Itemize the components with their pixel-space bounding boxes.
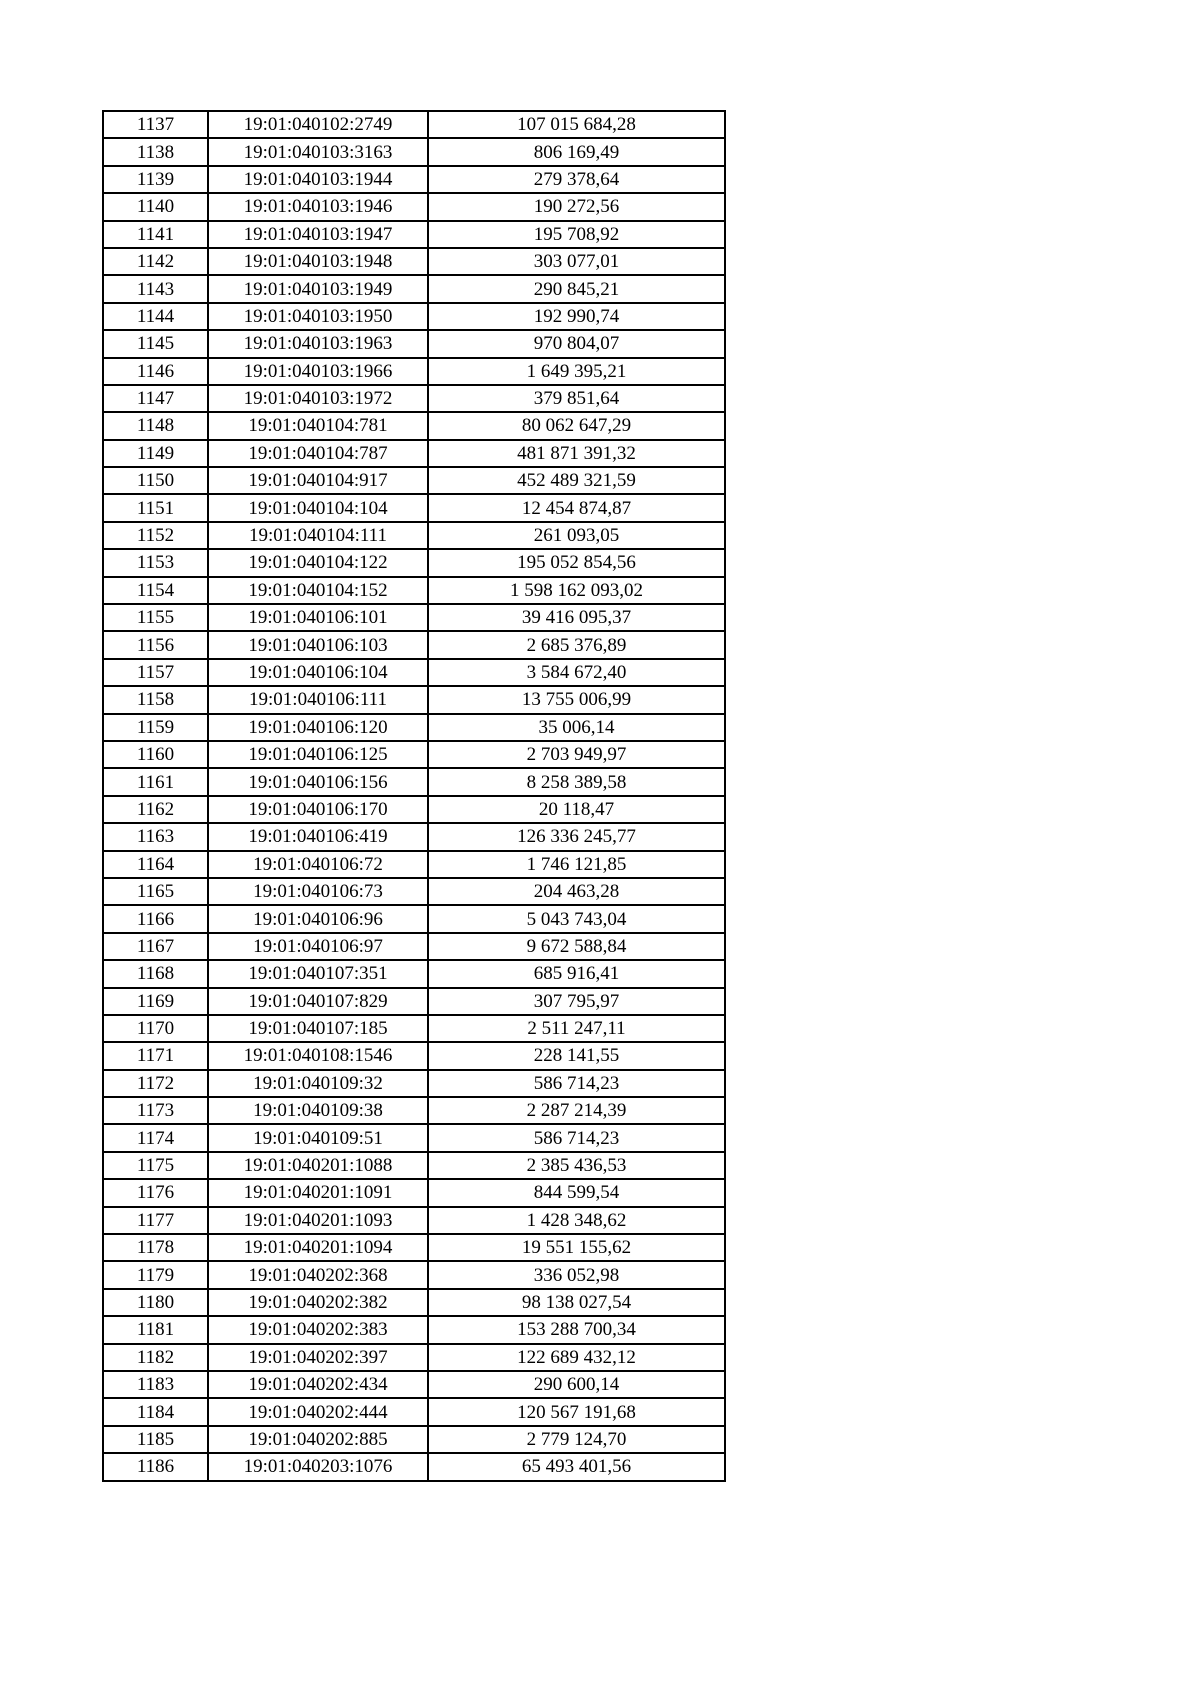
cadastral-number-cell: 19:01:040103:3163 (208, 138, 428, 165)
value-cell: 19 551 155,62 (428, 1234, 725, 1261)
value-cell: 685 916,41 (428, 960, 725, 987)
table-row (103, 549, 725, 576)
cadastral-number-cell: 19:01:040106:96 (208, 905, 428, 932)
cadastral-number-cell: 19:01:040104:787 (208, 440, 428, 467)
value-cell: 80 062 647,29 (428, 412, 725, 439)
table-row (103, 604, 725, 631)
value-cell: 336 052,98 (428, 1261, 725, 1288)
value-cell: 2 779 124,70 (428, 1426, 725, 1453)
row-number-cell: 1178 (103, 1234, 208, 1261)
cadastral-number-cell: 19:01:040106:73 (208, 878, 428, 905)
value-cell: 2 511 247,11 (428, 1015, 725, 1042)
table-row (103, 851, 725, 878)
cadastral-number-cell: 19:01:040201:1091 (208, 1179, 428, 1206)
value-cell: 481 871 391,32 (428, 440, 725, 467)
value-cell: 1 428 348,62 (428, 1207, 725, 1234)
value-cell: 1 746 121,85 (428, 851, 725, 878)
table-row (103, 1371, 725, 1398)
row-number-cell: 1148 (103, 412, 208, 439)
table-row (103, 111, 725, 138)
value-cell: 586 714,23 (428, 1124, 725, 1151)
cadastral-number-cell: 19:01:040202:444 (208, 1398, 428, 1425)
cadastral-number-cell: 19:01:040107:351 (208, 960, 428, 987)
table-row (103, 878, 725, 905)
row-number-cell: 1157 (103, 659, 208, 686)
table-row (103, 166, 725, 193)
row-number-cell: 1151 (103, 494, 208, 521)
value-cell: 586 714,23 (428, 1070, 725, 1097)
table-row (103, 440, 725, 467)
row-number-cell: 1158 (103, 686, 208, 713)
row-number-cell: 1142 (103, 248, 208, 275)
table-row (103, 385, 725, 412)
table-row (103, 714, 725, 741)
cadastral-number-cell: 19:01:040103:1966 (208, 358, 428, 385)
table-row (103, 933, 725, 960)
value-cell: 13 755 006,99 (428, 686, 725, 713)
cadastral-number-cell: 19:01:040103:1972 (208, 385, 428, 412)
value-cell: 190 272,56 (428, 193, 725, 220)
table-row (103, 768, 725, 795)
cadastral-number-cell: 19:01:040103:1949 (208, 275, 428, 302)
value-cell: 970 804,07 (428, 330, 725, 357)
value-cell: 120 567 191,68 (428, 1398, 725, 1425)
table-row (103, 1015, 725, 1042)
table-row (103, 1398, 725, 1425)
row-number-cell: 1184 (103, 1398, 208, 1425)
row-number-cell: 1159 (103, 714, 208, 741)
cadastral-number-cell: 19:01:040104:122 (208, 549, 428, 576)
cadastral-number-cell: 19:01:040201:1088 (208, 1152, 428, 1179)
value-cell: 279 378,64 (428, 166, 725, 193)
row-number-cell: 1181 (103, 1316, 208, 1343)
table-row (103, 960, 725, 987)
row-number-cell: 1173 (103, 1097, 208, 1124)
row-number-cell: 1167 (103, 933, 208, 960)
table-row (103, 1316, 725, 1343)
value-cell: 2 287 214,39 (428, 1097, 725, 1124)
row-number-cell: 1160 (103, 741, 208, 768)
row-number-cell: 1153 (103, 549, 208, 576)
table-row (103, 741, 725, 768)
value-cell: 1 598 162 093,02 (428, 577, 725, 604)
row-number-cell: 1166 (103, 905, 208, 932)
row-number-cell: 1163 (103, 823, 208, 850)
cadastral-number-cell: 19:01:040202:382 (208, 1289, 428, 1316)
table-row (103, 905, 725, 932)
cadastral-number-cell: 19:01:040201:1094 (208, 1234, 428, 1261)
cadastral-number-cell: 19:01:040103:1963 (208, 330, 428, 357)
table-row (103, 1289, 725, 1316)
value-cell: 2 685 376,89 (428, 631, 725, 658)
row-number-cell: 1168 (103, 960, 208, 987)
row-number-cell: 1144 (103, 303, 208, 330)
cadastral-number-cell: 19:01:040104:917 (208, 467, 428, 494)
row-number-cell: 1174 (103, 1124, 208, 1151)
row-number-cell: 1137 (103, 111, 208, 138)
table-row (103, 412, 725, 439)
table-row (103, 248, 725, 275)
table-body (103, 111, 725, 1481)
value-cell: 806 169,49 (428, 138, 725, 165)
cadastral-number-cell: 19:01:040106:101 (208, 604, 428, 631)
row-number-cell: 1143 (103, 275, 208, 302)
row-number-cell: 1183 (103, 1371, 208, 1398)
cadastral-number-cell: 19:01:040103:1950 (208, 303, 428, 330)
cadastral-number-cell: 19:01:040103:1944 (208, 166, 428, 193)
row-number-cell: 1180 (103, 1289, 208, 1316)
row-number-cell: 1175 (103, 1152, 208, 1179)
table-row (103, 577, 725, 604)
table-row (103, 686, 725, 713)
cadastral-number-cell: 19:01:040106:120 (208, 714, 428, 741)
row-number-cell: 1171 (103, 1042, 208, 1069)
table-row (103, 1042, 725, 1069)
value-cell: 39 416 095,37 (428, 604, 725, 631)
row-number-cell: 1156 (103, 631, 208, 658)
cadastral-number-cell: 19:01:040106:103 (208, 631, 428, 658)
table-row (103, 358, 725, 385)
table-row (103, 221, 725, 248)
value-cell: 2 385 436,53 (428, 1152, 725, 1179)
cadastral-number-cell: 19:01:040202:885 (208, 1426, 428, 1453)
row-number-cell: 1170 (103, 1015, 208, 1042)
table-row (103, 1097, 725, 1124)
row-number-cell: 1154 (103, 577, 208, 604)
value-cell: 65 493 401,56 (428, 1453, 725, 1480)
cadastral-number-cell: 19:01:040202:368 (208, 1261, 428, 1288)
cadastral-number-cell: 19:01:040201:1093 (208, 1207, 428, 1234)
table-row (103, 631, 725, 658)
cadastral-number-cell: 19:01:040106:97 (208, 933, 428, 960)
cadastral-number-cell: 19:01:040106:156 (208, 768, 428, 795)
row-number-cell: 1161 (103, 768, 208, 795)
value-cell: 98 138 027,54 (428, 1289, 725, 1316)
table-row (103, 467, 725, 494)
table-row (103, 1453, 725, 1480)
row-number-cell: 1146 (103, 358, 208, 385)
value-cell: 9 672 588,84 (428, 933, 725, 960)
cadastral-number-cell: 19:01:040103:1948 (208, 248, 428, 275)
cadastral-number-cell: 19:01:040104:104 (208, 494, 428, 521)
row-number-cell: 1185 (103, 1426, 208, 1453)
cadastral-number-cell: 19:01:040106:125 (208, 741, 428, 768)
value-cell: 204 463,28 (428, 878, 725, 905)
cadastral-number-cell: 19:01:040103:1946 (208, 193, 428, 220)
cadastral-number-cell: 19:01:040104:111 (208, 522, 428, 549)
value-cell: 153 288 700,34 (428, 1316, 725, 1343)
cadastral-number-cell: 19:01:040109:32 (208, 1070, 428, 1097)
value-cell: 5 043 743,04 (428, 905, 725, 932)
row-number-cell: 1141 (103, 221, 208, 248)
table-row (103, 275, 725, 302)
table-row (103, 1070, 725, 1097)
table-row (103, 522, 725, 549)
table-row (103, 1124, 725, 1151)
value-cell: 2 703 949,97 (428, 741, 725, 768)
value-cell: 307 795,97 (428, 988, 725, 1015)
value-cell: 107 015 684,28 (428, 111, 725, 138)
row-number-cell: 1177 (103, 1207, 208, 1234)
value-cell: 20 118,47 (428, 796, 725, 823)
value-cell: 290 600,14 (428, 1371, 725, 1398)
row-number-cell: 1140 (103, 193, 208, 220)
cadastral-number-cell: 19:01:040109:51 (208, 1124, 428, 1151)
value-cell: 3 584 672,40 (428, 659, 725, 686)
table-row (103, 823, 725, 850)
row-number-cell: 1145 (103, 330, 208, 357)
cadastral-number-cell: 19:01:040106:419 (208, 823, 428, 850)
row-number-cell: 1176 (103, 1179, 208, 1206)
table-row (103, 193, 725, 220)
cadastral-number-cell: 19:01:040109:38 (208, 1097, 428, 1124)
row-number-cell: 1165 (103, 878, 208, 905)
table-row (103, 1344, 725, 1371)
cadastral-number-cell: 19:01:040202:397 (208, 1344, 428, 1371)
row-number-cell: 1186 (103, 1453, 208, 1480)
row-number-cell: 1164 (103, 851, 208, 878)
row-number-cell: 1139 (103, 166, 208, 193)
table-row (103, 988, 725, 1015)
table-row (103, 494, 725, 521)
cadastral-number-cell: 19:01:040103:1947 (208, 221, 428, 248)
cadastral-number-cell: 19:01:040202:383 (208, 1316, 428, 1343)
row-number-cell: 1155 (103, 604, 208, 631)
cadastral-number-cell: 19:01:040104:152 (208, 577, 428, 604)
cadastral-value-table (102, 110, 726, 1482)
row-number-cell: 1162 (103, 796, 208, 823)
table-row (103, 1261, 725, 1288)
table-row (103, 1152, 725, 1179)
value-cell: 379 851,64 (428, 385, 725, 412)
value-cell: 1 649 395,21 (428, 358, 725, 385)
value-cell: 122 689 432,12 (428, 1344, 725, 1371)
cadastral-number-cell: 19:01:040106:72 (208, 851, 428, 878)
value-cell: 452 489 321,59 (428, 467, 725, 494)
value-cell: 303 077,01 (428, 248, 725, 275)
table-row (103, 1207, 725, 1234)
value-cell: 192 990,74 (428, 303, 725, 330)
row-number-cell: 1179 (103, 1261, 208, 1288)
row-number-cell: 1149 (103, 440, 208, 467)
cadastral-number-cell: 19:01:040104:781 (208, 412, 428, 439)
table-row (103, 1179, 725, 1206)
table-row (103, 796, 725, 823)
row-number-cell: 1169 (103, 988, 208, 1015)
cadastral-number-cell: 19:01:040106:111 (208, 686, 428, 713)
table-row (103, 1234, 725, 1261)
table-row (103, 138, 725, 165)
table-row (103, 1426, 725, 1453)
value-cell: 844 599,54 (428, 1179, 725, 1206)
cadastral-number-cell: 19:01:040107:829 (208, 988, 428, 1015)
row-number-cell: 1138 (103, 138, 208, 165)
row-number-cell: 1147 (103, 385, 208, 412)
cadastral-number-cell: 19:01:040106:104 (208, 659, 428, 686)
row-number-cell: 1172 (103, 1070, 208, 1097)
table-row (103, 303, 725, 330)
value-cell: 195 708,92 (428, 221, 725, 248)
cadastral-number-cell: 19:01:040202:434 (208, 1371, 428, 1398)
cadastral-number-cell: 19:01:040203:1076 (208, 1453, 428, 1480)
row-number-cell: 1150 (103, 467, 208, 494)
value-cell: 8 258 389,58 (428, 768, 725, 795)
table-row (103, 330, 725, 357)
value-cell: 261 093,05 (428, 522, 725, 549)
value-cell: 290 845,21 (428, 275, 725, 302)
value-cell: 195 052 854,56 (428, 549, 725, 576)
table-row (103, 659, 725, 686)
cadastral-number-cell: 19:01:040107:185 (208, 1015, 428, 1042)
row-number-cell: 1152 (103, 522, 208, 549)
cadastral-number-cell: 19:01:040108:1546 (208, 1042, 428, 1069)
value-cell: 12 454 874,87 (428, 494, 725, 521)
value-cell: 35 006,14 (428, 714, 725, 741)
cadastral-number-cell: 19:01:040106:170 (208, 796, 428, 823)
value-cell: 126 336 245,77 (428, 823, 725, 850)
row-number-cell: 1182 (103, 1344, 208, 1371)
value-cell: 228 141,55 (428, 1042, 725, 1069)
cadastral-number-cell: 19:01:040102:2749 (208, 111, 428, 138)
